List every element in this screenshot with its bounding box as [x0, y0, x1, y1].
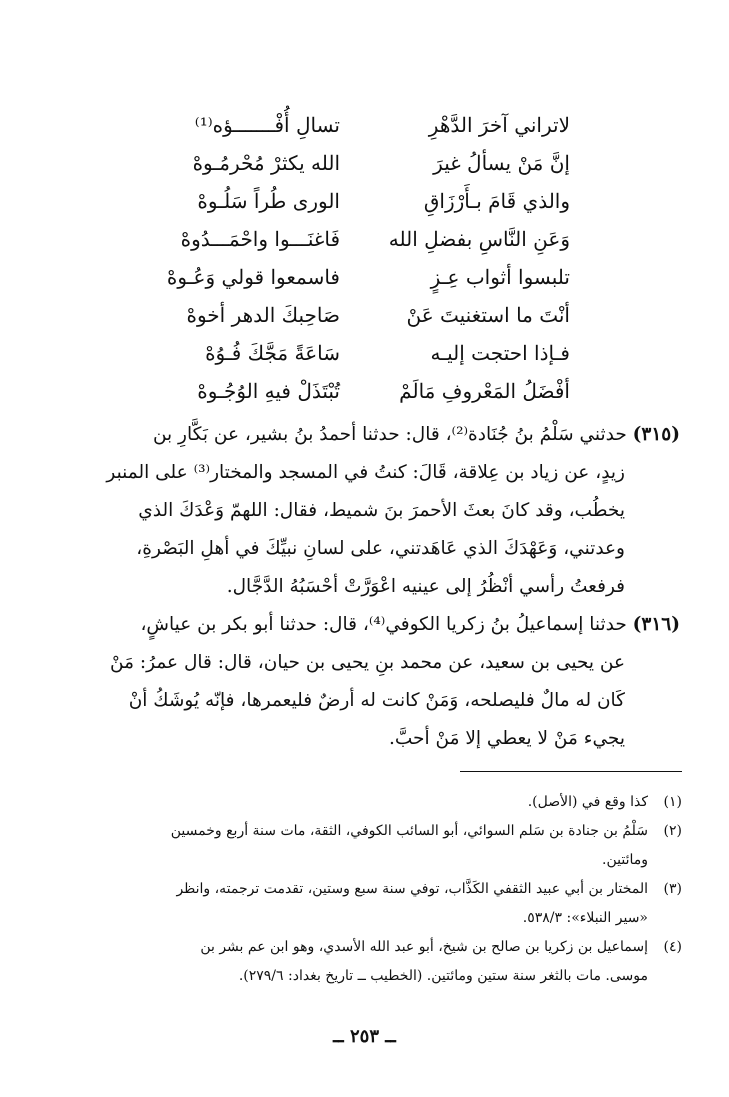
poem-verse	[150, 372, 570, 410]
hadith-315	[104, 416, 680, 606]
footnote-text: «سير النبلاء»: ٥٣٨/٣.	[522, 910, 648, 926]
page-number: ــ ٢٥٣ ــ	[333, 1026, 396, 1047]
line-text: حدثنا إسماعيلُ بنُ زكريا الكوفي⁽⁴⁾، قال: حدثنا أبو بكر بن عياشٍ،	[140, 614, 627, 635]
footnote-number: (٤)	[663, 939, 682, 955]
paragraph-line: زيدٍ، عن زياد بن عِلاقة، قَالَ: كنتُ في المسجد والمختار⁽³⁾ على المنبر	[106, 462, 625, 483]
poem-verse	[150, 258, 570, 296]
paragraph-line	[104, 606, 680, 644]
poem-verse	[150, 182, 570, 220]
hadith-number: (٣١٦)	[632, 614, 680, 635]
footnote-number: (٢)	[663, 823, 682, 839]
footnote-text: إسماعيل بن زكريا بن صالح بن شيخ، أبو عبد الله الأسدي، وهو ابن عم بشر بن	[200, 939, 648, 955]
footnote	[100, 788, 682, 817]
verse-first-half: أفْضَلُ المَعْروفِ مَالَمْ	[399, 379, 570, 403]
poem-verse	[150, 296, 570, 334]
verse-second-half: فَاغنَـــوا واحْمَـــدُوهْ	[180, 227, 340, 251]
paragraph-line: فرفعتُ رأسي أنْظُرُ إلى عينيه اعْوَرَّتْ أحْسَبُهُ الدَّجَّال.	[226, 576, 625, 597]
verse-first-half: تلبسوا أثواب عِـزٍ	[430, 265, 570, 289]
verse-first-half: والذي قَامَ بـأَرْزَاقِ	[423, 189, 570, 213]
paragraph-line: وعدتني، وَعَهْدَكَ الذي عَاهَدتني، على لسانِ نبيِّكَ في أهلِ البَصْرةِ،	[136, 538, 625, 559]
verse-first-half: وَعَنِ النَّاسِ بفضلِ الله	[388, 227, 570, 251]
verse-first-half: لاتراني آخرَ الدَّهْرِ	[428, 113, 570, 137]
hadith-number: (٣١٥)	[632, 424, 680, 445]
footnote	[100, 875, 682, 933]
verse-second-half: سَاعَةً مَجَّكَ فُـوُهْ	[205, 341, 340, 365]
paragraph-line: يجيء مَنْ لا يعطي إلا مَنْ أحبَّ.	[388, 728, 625, 749]
paragraph-line: عن يحيى بن سعيد، عن محمد بنِ يحيى بن حيان، قال: قال عمرُ: مَنْ	[110, 652, 625, 673]
footnote-text: ومائتين.	[602, 852, 648, 868]
footnote-number: (١)	[663, 794, 682, 810]
verse-first-half: فـإذا احتجت إليـه	[430, 341, 570, 365]
verse-second-half: الورى طُراً سَلُـوهْ	[197, 189, 340, 213]
poem-verse	[150, 220, 570, 258]
hadith-316	[104, 606, 680, 758]
poem-block	[150, 106, 570, 410]
paragraph-line: يخطُب، وقد كانَ بعثَ الأحمرَ بنَ شميط، فقال: اللهمّ وَعْدَكَ الذي	[138, 500, 625, 521]
line-text: حدثني سَلْمُ بنُ جُنَادة⁽²⁾، قال: حدثنا أحمدُ بنُ بشير، عن بَكَّارِ بن	[152, 424, 627, 445]
footnote	[100, 817, 682, 875]
footnote-text: المختار بن أبي عبيد الثقفي الكَذَّاب، توفي سنة سبع وستين، تقدمت ترجمته، وانظر	[176, 881, 648, 897]
footnote-text: سَلْمُ بن جنادة بن سَلم السوائي، أبو السائب الكوفي، الثقة، مات سنة أربع وخمسين	[170, 823, 648, 839]
verse-second-half: صَاحِبكَ الدهر أخوهْ	[186, 303, 340, 327]
footnote-text: كذا وقع في (الأصل).	[527, 794, 648, 810]
footnote-number: (٣)	[663, 881, 682, 897]
verse-second-half: تسالِ أُفْـــــــؤه⁽¹⁾	[194, 113, 340, 137]
footnote-text: موسى. مات بالثغر سنة ستين ومائتين. (الخطيب ــ تاريخ بغداد: ٢٧٩/٦).	[238, 968, 648, 984]
footnote-separator	[460, 771, 682, 772]
footnotes	[100, 788, 682, 991]
paragraph-line	[104, 416, 680, 454]
verse-first-half: إنَّ مَنْ يسألُ غيرَ	[433, 151, 570, 175]
verse-second-half: فاسمعوا قولي وَعُـوهْ	[166, 265, 340, 289]
poem-verse	[150, 106, 570, 144]
verse-second-half: الله يكثرْ مُحْرمُـوهْ	[192, 151, 340, 175]
poem-verse	[150, 334, 570, 372]
verse-second-half: تُبْتَذَلْ فيهِ الوُجُـوهْ	[197, 379, 340, 403]
poem-verse	[150, 144, 570, 182]
paragraph-line: كَان له مالٌ فليصلحه، وَمَنْ كانت له أرضٌ فليعمرها، فإنّه يُوشَكُ أنْ	[128, 690, 625, 711]
footnote	[100, 933, 682, 991]
verse-first-half: أنْتَ ما استغنيتَ عَنْ	[406, 303, 570, 327]
